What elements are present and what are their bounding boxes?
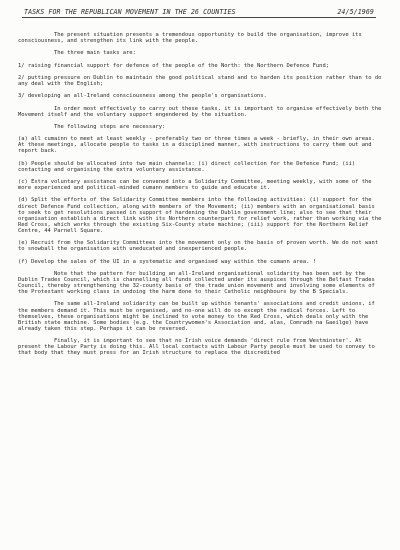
paragraph-intro: The present situation presents a tremendous opportunity to build the organisation, improve its consciousness, and strengthen its link with the people. [18,32,362,45]
document-header [22,8,376,18]
document-date: 24/5/1969 [337,8,374,16]
paragraph-solidarity: The same all-Ireland solidarity can be built up within tenants' associations and credit unions, if the members demand it. This must be organised, and no-one will do so except the radical forces. Left to themselves, these organisations might be inclined to vote money to the Red Cross, which deals only with the British state machine. Some bodies (e.g. the Countrywomen's Association and, alas, Comradh na Gaeilge) have already taken this step. Perhaps it can be reversed. [18,301,375,332]
paragraph-step-f: (f) Develop the sales of the UI in a systematic and organised way within the cumann area. ! [18,258,316,265]
paragraph-step-d: (d) Split the efforts of the Solidarity Committee members into the following activities: (i) support for the direct Defence Fund collection, along with members of the Movement; (ii) members with an organisational basis to seek to get resolutions passed in support of hardening the Dublin government line; also to see that their organisation establish a direct link with its Northern counterpart for relief work, rather than working via the Red Cross, which works through the existing Six-County state machine; (iii) support for the Northern Relief Centre, 44 Parnell Square. [18,197,382,234]
paragraph-task-2: 2/ putting pressure on Dublin to maintain the good political stand and to harden its position rather than to do any deal with the English; [18,74,382,88]
document-body [18,32,384,356]
paragraph-step-c: (c) Extra voluntary assistance can be convened into a Solidarity Committee, meeting weekly, with some of the more experienced and political-minded cumann members to guide and educate it. [18,179,372,192]
paragraph-step-a: (a) all cumainn to meet at least weekly - preferably two or three times a week - briefly, in their own areas. At these meetings, allocate people to tasks in a disciplined manner, with instructions to carry them out and report back. [18,136,375,155]
paragraph-step-e: (e) Recruit from the Solidarity Committees into the movement only on the basis of proven worth. We do not want to snowball the organisation with uneducated and inexperienced people. [18,240,379,253]
paragraph-tasks-heading: The three main tasks are: [54,50,136,57]
paragraph-step-b: (b) People should be allocated into two main channels: (i) direct collection for the Defence Fund; (ii) contacting and organising the extra voluntary assistance. [18,160,356,173]
paragraph-organise: In order most effectively to carry out these tasks, it is important to organise effectively both the Movement itself and the voluntary support engendered by the situation. [18,105,382,118]
paragraph-finally: Finally, it is important to see that no Irish voice demands 'direct rule from Westminster'. At present the Labour Party is doing this. All local contacts with Labour Party people must be used to convey to that body that they must press for an Irish structure to replace the discredited [18,338,375,357]
paragraph-task-3: 3/ developing an all-Ireland consciousness among the people's organisations. [18,93,267,100]
paragraph-task-1: 1/ raising financial support for defence of the people of the North: the Northern Defence Fund; [18,62,329,69]
paragraph-steps-heading: The following steps are necessary: [54,123,166,130]
document-title: TASKS FOR THE REPUBLICAN MOVEMENT IN THE 26 COUNTIES [24,8,236,16]
paragraph-pattern-note: Note that the pattern for building an all-Ireland organisational solidarity has been set by the Dublin Trades Council, which is channelling all funds collected under its auspices through the Belfast Trades Council, thereby strengthening the 32-county basis of the trade union movement and involving some elements of the Protestant working class in undoing the harm done to their Catholic neighbours by the B Specials. [18,270,375,296]
